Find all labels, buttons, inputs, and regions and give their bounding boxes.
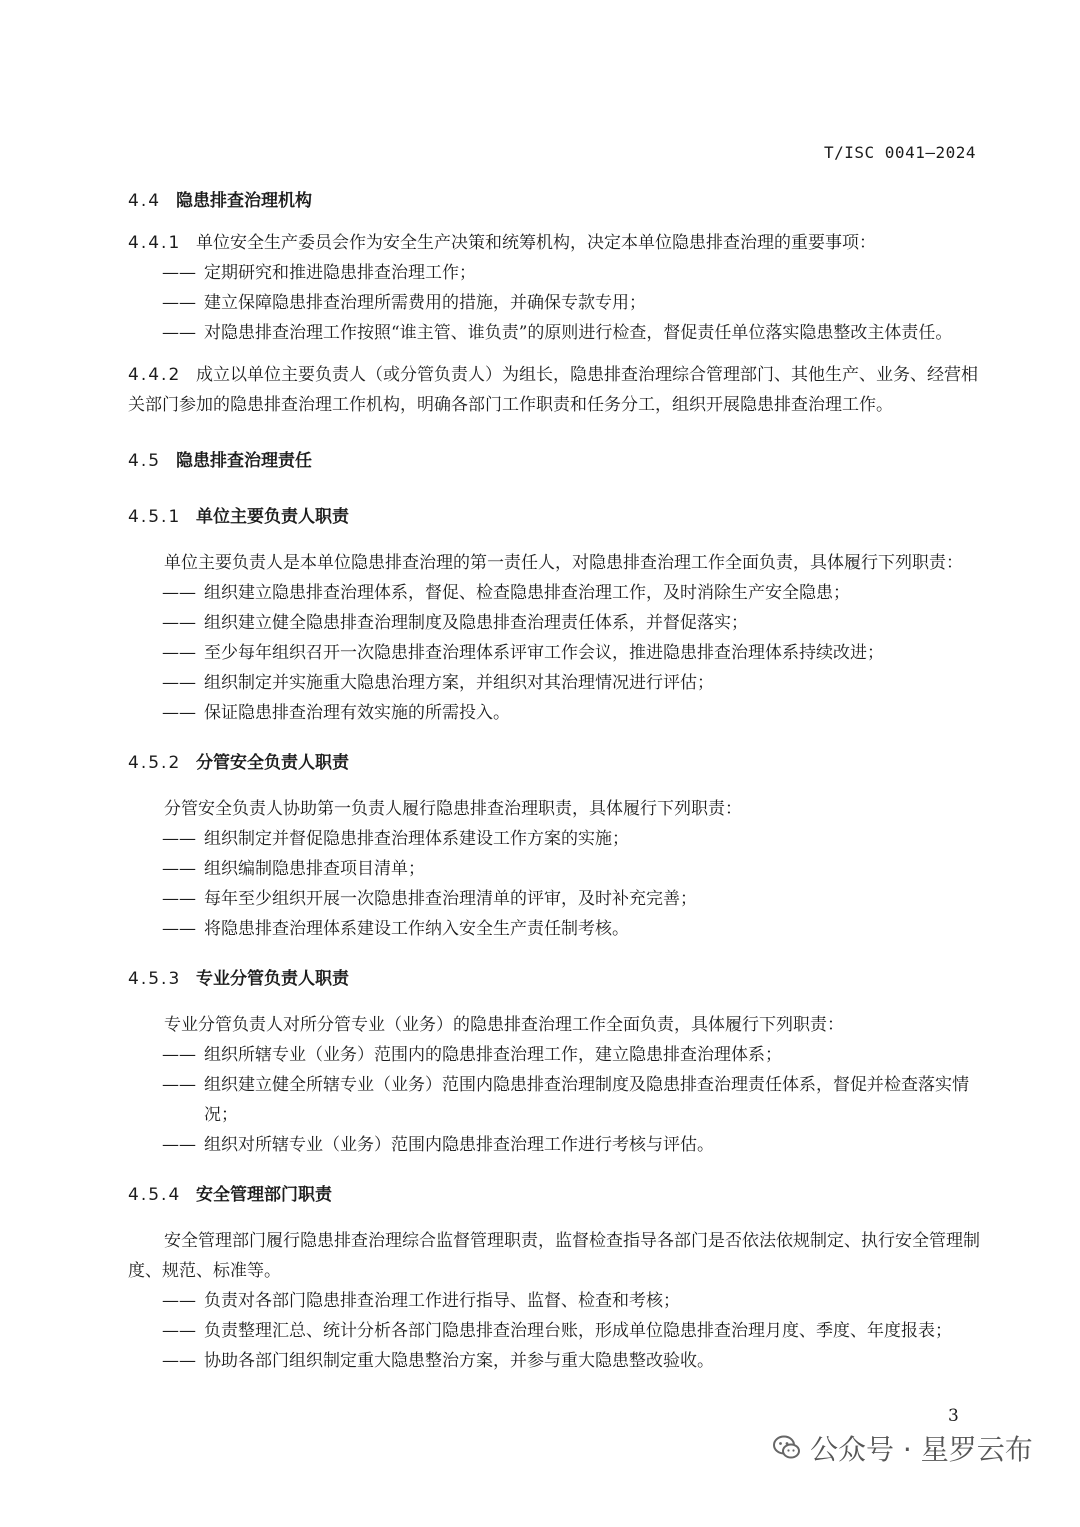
list-item-text: 组织建立健全隐患排查治理制度及隐患排查治理责任体系，并督促落实； (204, 613, 748, 633)
list-item (128, 824, 980, 854)
section-number: 4.5.2 (128, 753, 182, 773)
list-item (128, 884, 980, 914)
list-item (128, 1316, 980, 1346)
list-dash: —— (162, 293, 196, 313)
section-number: 4.5.1 (128, 507, 182, 527)
list-item-text: 组织所辖专业（业务）范围内的隐患排查治理工作，建立隐患排查治理体系； (204, 1045, 782, 1065)
paragraph: 单位主要负责人是本单位隐患排查治理的第一责任人，对隐患排查治理工作全面负责，具体履行下列职责： (164, 553, 963, 573)
list-dash: —— (162, 613, 196, 633)
list-item-text: 负责整理汇总、统计分析各部门隐患排查治理台账，形成单位隐患排查治理月度、季度、年度报表； (204, 1321, 952, 1341)
list-item (128, 1130, 980, 1160)
list-item-text: 组织编制隐患排查项目清单； (204, 859, 425, 879)
list-item-text: 组织制定并实施重大隐患治理方案，并组织对其治理情况进行评估； (204, 673, 714, 693)
list-item-text: 每年至少组织开展一次隐患排查治理清单的评审，及时补充完善； (204, 889, 697, 909)
list-dash: —— (162, 643, 196, 663)
list-item-text: 负责对各部门隐患排查治理工作进行指导、监督、检查和考核； (204, 1291, 680, 1311)
watermark-text: 公众号 · 星罗云布 (810, 1433, 1033, 1466)
list-dash: —— (162, 1291, 196, 1311)
list-item (128, 258, 980, 288)
wechat-icon (772, 1433, 802, 1463)
section-title: 专业分管负责人职责 (196, 969, 349, 989)
list-dash: —— (162, 1135, 196, 1155)
list-item (128, 914, 980, 944)
list-item (128, 1346, 980, 1376)
section-number: 4.5 (128, 451, 162, 471)
section-heading (128, 1180, 980, 1210)
list-dash: —— (162, 859, 196, 879)
list-item-text: 协助各部门组织制定重大隐患整治方案，并参与重大隐患整改验收。 (204, 1351, 714, 1371)
watermark (772, 1428, 1033, 1468)
list-dash: —— (162, 263, 196, 283)
list-dash: —— (162, 829, 196, 849)
list-dash: —— (162, 583, 196, 603)
list-item (128, 1286, 980, 1316)
section-heading (128, 186, 980, 216)
list-dash: —— (162, 889, 196, 909)
list-item-text: 组织建立隐患排查治理体系，督促、检查隐患排查治理工作，及时消除生产安全隐患； (204, 583, 850, 603)
section-title: 隐患排查治理责任 (176, 451, 312, 471)
list-item (128, 1040, 980, 1070)
list-dash: —— (162, 1351, 196, 1371)
list-item (128, 854, 980, 884)
document-code: T/ISC 0041—2024 (824, 143, 976, 162)
list-item (128, 288, 980, 318)
list-item (128, 578, 980, 608)
list-item (128, 318, 980, 348)
numbered-clause (128, 360, 980, 420)
list-item-text: 对隐患排查治理工作按照“谁主管、谁负责”的原则进行检查，督促责任单位落实隐患整改主体责任。 (204, 323, 953, 343)
list-dash: —— (162, 1321, 196, 1341)
section-title: 安全管理部门职责 (196, 1185, 332, 1205)
section-heading (128, 446, 980, 476)
clause-number: 4.4.1 (128, 233, 182, 253)
list-item (128, 698, 980, 728)
list-dash: —— (162, 323, 196, 343)
document-body (128, 186, 980, 1376)
paragraph: 安全管理部门履行隐患排查治理综合监督管理职责，监督检查指导各部门是否依法依规制定、执行安全管理制度、规范、标准等。 (128, 1231, 980, 1281)
page-number: 3 (948, 1406, 959, 1426)
list-item (128, 668, 980, 698)
section-title: 单位主要负责人职责 (196, 507, 349, 527)
section-heading (128, 502, 980, 532)
list-dash: —— (162, 919, 196, 939)
section-title: 分管安全负责人职责 (196, 753, 349, 773)
section-heading (128, 748, 980, 778)
paragraph: 专业分管负责人对所分管专业（业务）的隐患排查治理工作全面负责，具体履行下列职责： (164, 1015, 844, 1035)
list-dash: —— (162, 1075, 196, 1095)
paragraph: 分管安全负责人协助第一负责人履行隐患排查治理职责，具体履行下列职责： (164, 799, 742, 819)
clause-text: 单位安全生产委员会作为安全生产决策和统筹机构，决定本单位隐患排查治理的重要事项： (196, 233, 876, 253)
section-number: 4.4 (128, 191, 162, 211)
clause-text: 成立以单位主要负责人（或分管负责人）为组长，隐患排查治理综合管理部门、其他生产、业务、经营相关部门参加的隐患排查治理工作机构，明确各部门工作职责和任务分工，组织开展隐患排查治理工作。 (128, 365, 978, 415)
section-heading (128, 964, 980, 994)
list-item (128, 608, 980, 638)
list-item-text: 保证隐患排查治理有效实施的所需投入。 (204, 703, 510, 723)
numbered-clause (128, 228, 980, 258)
section-number: 4.5.3 (128, 969, 182, 989)
list-item (128, 1070, 980, 1130)
list-item-text: 定期研究和推进隐患排查治理工作； (204, 263, 476, 283)
list-item (128, 638, 980, 668)
list-dash: —— (162, 1045, 196, 1065)
list-item-text: 至少每年组织召开一次隐患排查治理体系评审工作会议，推进隐患排查治理体系持续改进； (204, 643, 884, 663)
clause-number: 4.4.2 (128, 365, 182, 385)
list-item-text: 组织对所辖专业（业务）范围内隐患排查治理工作进行考核与评估。 (204, 1135, 714, 1155)
section-title: 隐患排查治理机构 (176, 191, 312, 211)
list-item-text: 组织制定并督促隐患排查治理体系建设工作方案的实施； (204, 829, 629, 849)
section-number: 4.5.4 (128, 1185, 182, 1205)
list-item-text: 组织建立健全所辖专业（业务）范围内隐患排查治理制度及隐患排查治理责任体系，督促并检查落实情况； (204, 1075, 969, 1125)
list-item-text: 将隐患排查治理体系建设工作纳入安全生产责任制考核。 (204, 919, 629, 939)
list-item-text: 建立保障隐患排查治理所需费用的措施，并确保专款专用； (204, 293, 646, 313)
list-dash: —— (162, 673, 196, 693)
list-dash: —— (162, 703, 196, 723)
